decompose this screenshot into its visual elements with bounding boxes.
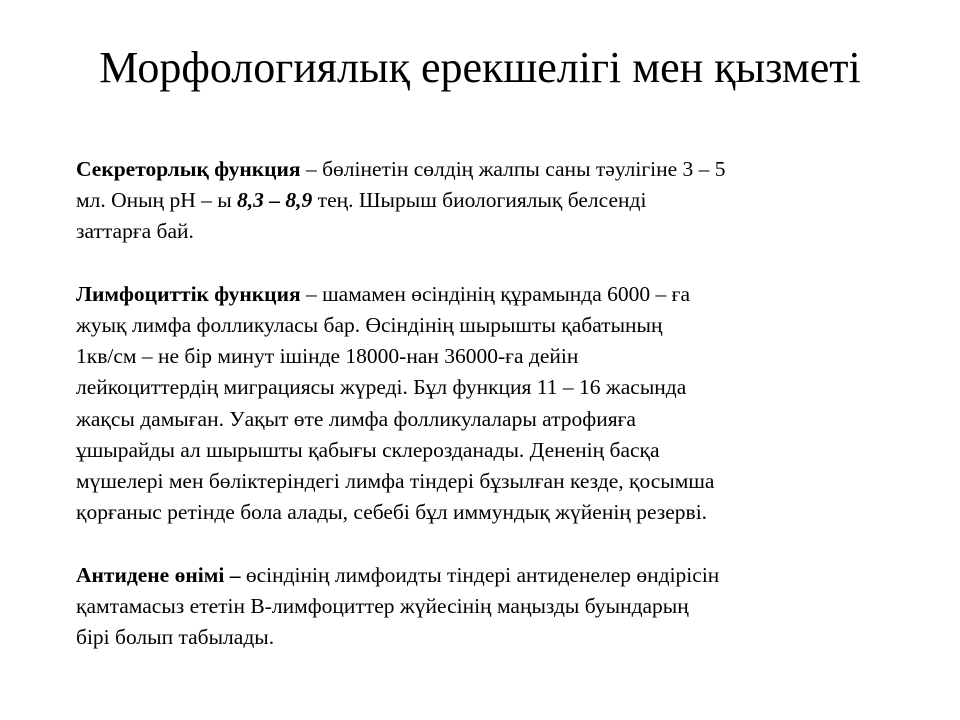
text-line: заттарға бай. (76, 219, 194, 244)
text-fragment: – шамамен өсіндінің құрамында 6000 – ға (300, 281, 691, 306)
text-line (76, 279, 896, 310)
text-line: мүшелері мен бөліктеріндегі лимфа тіндері бұзылған кезде, қосымша (76, 469, 715, 494)
text-line (76, 154, 896, 185)
text-line (76, 185, 896, 216)
text-line: лейкоциттердің миграциясы жүреді. Бұл функция 11 – 16 жасында (76, 375, 687, 400)
text-line: жақсы дамыған. Уақыт өте лимфа фолликулалары атрофияға (76, 406, 636, 431)
text-line: ұшырайды ал шырышты қабығы склерозданады. Дененің басқа (76, 437, 660, 462)
text-line: қамтамасыз ететін В-лимфоциттер жүйесінің маңызды буындарың (76, 593, 689, 618)
text-line: қорғаныс ретінде бола алады, себебі бұл иммундық жүйенің резерві. (76, 500, 708, 525)
paragraph-secretory (76, 154, 896, 248)
paragraph-antibody (76, 560, 896, 654)
term-lymphocytic: Лимфоциттік функция (76, 281, 301, 306)
term-antibody: Антидене өнімі – (76, 562, 241, 587)
text-line: 1кв/см – не бір минут ішінде 18000-нан 36000-ға дейін (76, 344, 579, 369)
term-secretory: Секреторлық функция (76, 157, 301, 181)
ph-value: 8,3 – 8,9 (237, 188, 313, 213)
slide-body (76, 154, 896, 684)
slide-title: Морфологиялық ерекшелігі мен қызметі (99, 43, 861, 92)
text-fragment: – бөлінетін сөлдің жалпы саны тәулігіне 3 – 5 (300, 157, 726, 181)
text-fragment: мл. Оның pH – ы (76, 188, 238, 213)
text-line (76, 560, 896, 591)
paragraph-lymphocytic (76, 279, 896, 529)
text-line: жуық лимфа фолликуласы бар. Өсіндінің шырышты қабатының (76, 313, 663, 337)
text-fragment: тең. Шырыш биологиялық белсенді (312, 188, 647, 213)
text-fragment: өсіндінің лимфоидты тіндері антиденелер өндірісін (240, 562, 720, 587)
text-line: бірі болып табылады. (76, 625, 275, 650)
